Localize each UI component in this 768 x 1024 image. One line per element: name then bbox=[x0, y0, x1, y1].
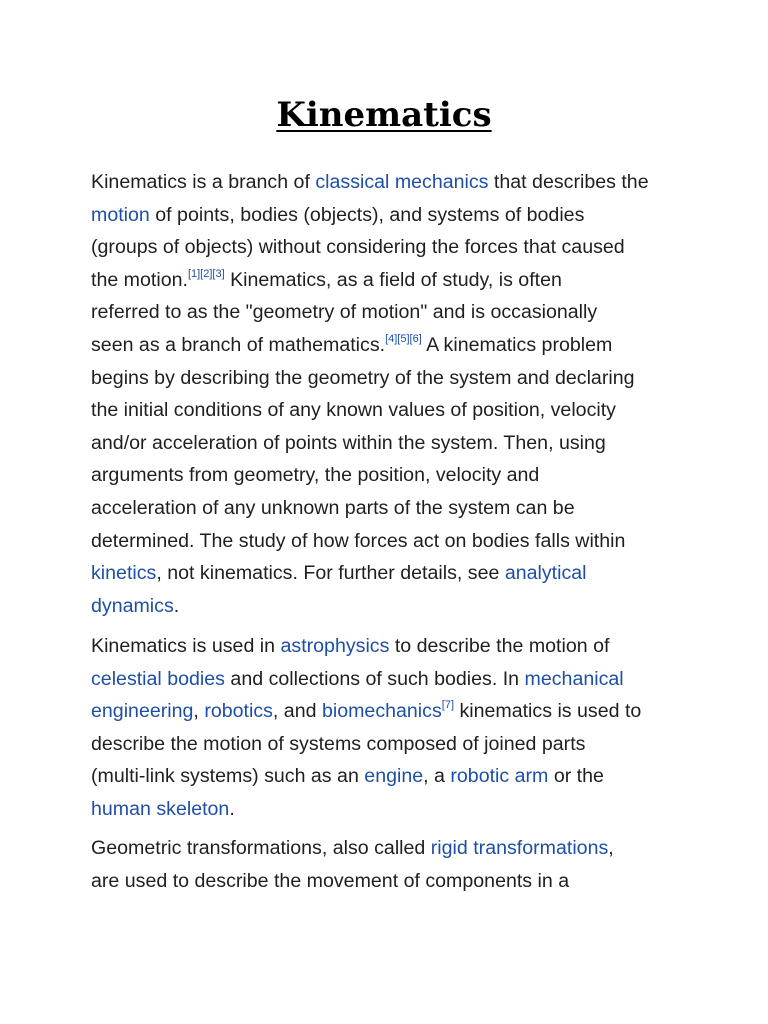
text-line bbox=[91, 793, 691, 826]
text-line bbox=[91, 525, 691, 558]
text-run: the motion. bbox=[91, 268, 188, 291]
text-line bbox=[91, 557, 691, 590]
link-biomechanics[interactable]: biomechanics bbox=[321, 700, 442, 723]
text-run: (multi-link systems) such as an bbox=[91, 765, 365, 788]
text-line bbox=[91, 663, 691, 696]
text-run: , bbox=[608, 837, 614, 859]
link-astrophysics[interactable]: astrophysics bbox=[280, 635, 390, 657]
paragraph-1 bbox=[91, 166, 691, 622]
text-run: begins by describing the geometry of the system and declaring bbox=[91, 366, 635, 389]
text-line bbox=[91, 590, 691, 623]
text-line bbox=[91, 695, 691, 728]
link-mechanical-engineering[interactable]: engineering bbox=[91, 700, 194, 723]
text-line bbox=[91, 630, 691, 663]
link-engine[interactable]: engine bbox=[364, 765, 424, 788]
text-line bbox=[91, 394, 691, 427]
link-mechanical-engineering[interactable]: mechanical bbox=[524, 667, 624, 690]
link-rigid-transformations[interactable]: rigid transformations bbox=[430, 837, 609, 859]
text-line bbox=[91, 166, 691, 199]
text-run: the initial conditions of any known values of position, velocity bbox=[91, 399, 616, 422]
citation-6[interactable]: [6] bbox=[409, 332, 422, 345]
text-line bbox=[91, 865, 691, 898]
text-run: Geometric transformations, also called bbox=[91, 837, 431, 859]
text-run: A kinematics problem bbox=[421, 333, 613, 356]
text-run: , not kinematics. For further details, see bbox=[156, 562, 505, 585]
text-line bbox=[91, 199, 691, 232]
text-run: Kinematics is used in bbox=[91, 635, 281, 657]
text-line bbox=[91, 832, 691, 865]
text-run: Kinematics, as a field of study, is often bbox=[224, 268, 562, 291]
text-run: arguments from geometry, the position, velocity and bbox=[91, 464, 540, 487]
text-line bbox=[91, 231, 691, 264]
text-run: (groups of objects) without considering the forces that caused bbox=[91, 236, 625, 259]
text-run: , a bbox=[423, 765, 451, 788]
text-line bbox=[91, 492, 691, 525]
text-run: describe the motion of systems composed of joined parts bbox=[91, 732, 586, 755]
citation-2[interactable]: [2] bbox=[200, 267, 213, 280]
text-run: referred to as the "geometry of motion" and is occasionally bbox=[91, 301, 598, 324]
text-line bbox=[91, 427, 691, 460]
link-analytical-dynamics[interactable]: dynamics bbox=[91, 594, 174, 617]
citation-5[interactable]: [5] bbox=[397, 332, 410, 345]
citation-4[interactable]: [4] bbox=[385, 332, 398, 345]
link-robotics[interactable]: robotics bbox=[204, 700, 273, 723]
citation-3[interactable]: [3] bbox=[212, 267, 225, 280]
page-title: Kinematics bbox=[276, 95, 492, 135]
text-run: Kinematics is a branch of bbox=[91, 171, 316, 193]
text-run: , bbox=[193, 700, 205, 723]
text-run: acceleration of any unknown parts of the system can be bbox=[91, 496, 575, 519]
text-line bbox=[91, 362, 691, 395]
text-line bbox=[91, 329, 691, 362]
citation-7[interactable]: [7] bbox=[441, 699, 454, 712]
text-line bbox=[91, 728, 691, 761]
citation-1[interactable]: [1] bbox=[187, 267, 201, 280]
text-run: seen as a branch of mathematics. bbox=[91, 333, 386, 356]
text-run: to describe the motion of bbox=[389, 635, 610, 657]
paragraph-2 bbox=[91, 630, 691, 826]
link-robotic-arm[interactable]: robotic arm bbox=[450, 765, 549, 788]
text-run: . bbox=[173, 594, 180, 617]
link-analytical-dynamics[interactable]: analytical bbox=[504, 562, 587, 585]
text-run: are used to describe the movement of components in a bbox=[91, 869, 570, 892]
text-run: and collections of such bodies. In bbox=[224, 667, 525, 690]
text-line bbox=[91, 264, 691, 297]
link-celestial-bodies[interactable]: celestial bodies bbox=[91, 667, 225, 690]
link-kinetics[interactable]: kinetics bbox=[91, 562, 157, 585]
text-run: . bbox=[229, 797, 235, 820]
text-run: or the bbox=[548, 765, 604, 788]
paragraph-3 bbox=[91, 832, 691, 897]
text-run: and/or acceleration of points within the system. Then, using bbox=[91, 431, 606, 454]
link-classical-mechanics[interactable]: classical mechanics bbox=[315, 171, 489, 193]
link-motion[interactable]: motion bbox=[91, 203, 150, 226]
text-run: kinematics is used to bbox=[454, 700, 642, 723]
text-run: of points, bodies (objects), and systems of bodies bbox=[149, 203, 585, 226]
text-run: that describes the bbox=[488, 171, 649, 193]
link-human-skeleton[interactable]: human skeleton bbox=[91, 797, 230, 820]
text-line bbox=[91, 459, 691, 492]
text-line bbox=[91, 296, 691, 329]
text-run: , and bbox=[272, 700, 322, 723]
text-run: determined. The study of how forces act on bodies falls within bbox=[91, 529, 626, 552]
text-line bbox=[91, 760, 691, 793]
